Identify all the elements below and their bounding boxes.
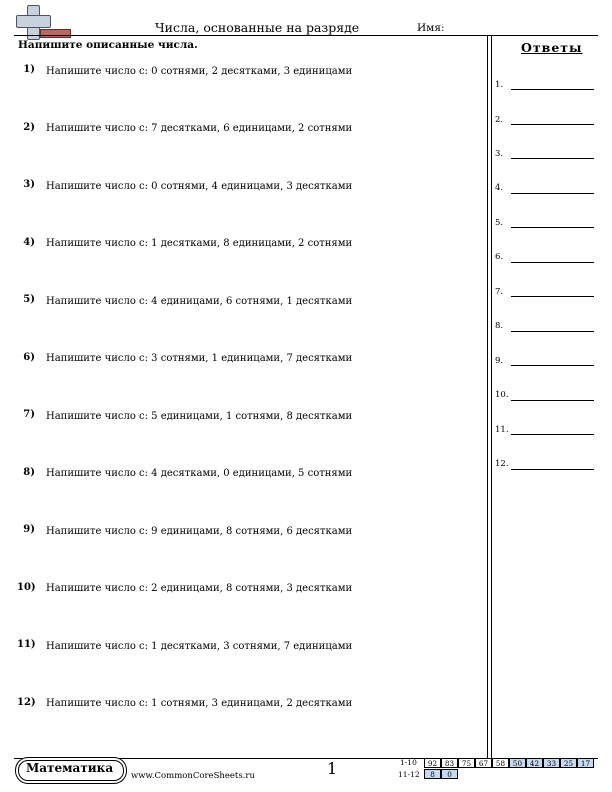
question-text: Напишите число с: 1 десятками, 3 сотнями, 7 единицами [46,641,353,652]
answer-number: 1. [495,80,504,90]
answer-number: 11. [495,425,509,435]
question-number: 7) [23,409,35,420]
score-cell: 8 [424,769,441,779]
instructions: Напишите описанные числа. [18,39,198,51]
score-cell: 33 [543,758,560,768]
score-cell: 25 [560,758,577,768]
score-cell: 83 [441,758,458,768]
worksheet-title: Числа, основанные на разряде [155,20,360,35]
score-cell: 0 [441,769,458,779]
score-cell: 17 [577,758,594,768]
score-cell: 50 [509,758,526,768]
answer-blank[interactable] [511,296,594,297]
answer-number: 10. [495,390,509,400]
answer-blank[interactable] [511,434,594,435]
answer-number: 7. [495,287,504,297]
score-cell: 75 [458,758,475,768]
score-cell: 92 [424,758,441,768]
question-number: 11) [17,639,36,650]
question-number: 12) [17,697,36,708]
score-row-label: 11-12 [398,770,420,779]
page-number: 1 [327,759,338,778]
question-number: 3) [23,179,35,190]
question-text: Напишите число с: 4 единицами, 6 сотнями, 1 десятками [46,296,353,307]
question-text: Напишите число с: 1 десятками, 8 единицами, 2 сотнями [46,238,353,249]
answer-number: 12. [495,459,509,469]
question-text: Напишите число с: 3 сотнями, 1 единицами, 7 десятками [46,353,353,364]
answer-blank[interactable] [511,262,594,263]
answer-blank[interactable] [511,469,594,470]
question-text: Напишите число с: 4 десятками, 0 единицами, 5 сотнями [46,468,353,479]
header-divider [14,35,598,36]
answers-title: Ответы [521,40,583,55]
score-cell: 42 [526,758,543,768]
answer-number: 3. [495,149,504,159]
answer-blank[interactable] [511,89,594,90]
logo-minus-icon [40,29,71,38]
answer-number: 6. [495,252,504,262]
answer-blank[interactable] [511,227,594,228]
question-text: Напишите число с: 0 сотнями, 2 десятками, 3 единицами [46,66,353,77]
question-number: 6) [23,352,35,363]
question-text: Напишите число с: 1 сотнями, 3 единицами, 2 десятками [46,698,353,709]
question-number: 9) [23,524,35,535]
score-cell: 67 [475,758,492,768]
column-divider [491,36,492,758]
question-number: 5) [23,294,35,305]
question-number: 2) [23,122,35,133]
name-label: Имя: [417,22,445,34]
answer-number: 4. [495,183,504,193]
question-number: 4) [23,237,35,248]
answer-number: 9. [495,356,504,366]
question-text: Напишите число с: 7 десятками, 6 единицами, 2 сотнями [46,123,353,134]
site-url: www.CommonCoreSheets.ru [131,771,255,781]
score-row-label: 1-10 [400,758,417,767]
brand-label: Математика [26,761,114,775]
answer-blank[interactable] [511,400,594,401]
question-number: 10) [17,582,36,593]
question-text: Напишите число с: 0 сотнями, 4 единицами, 3 десятками [46,181,353,192]
question-text: Напишите число с: 5 единицами, 1 сотнями, 8 десятками [46,411,353,422]
answer-blank[interactable] [511,193,594,194]
question-text: Напишите число с: 9 единицами, 8 сотнями, 6 десятками [46,526,353,537]
logo-plus-icon-bar [16,15,51,28]
answer-number: 2. [495,115,504,125]
answer-blank[interactable] [511,365,594,366]
question-text: Напишите число с: 2 единицами, 8 сотнями, 3 десятками [46,583,353,594]
answer-blank[interactable] [511,158,594,159]
question-number: 1) [23,64,35,75]
answer-number: 5. [495,218,504,228]
question-number: 8) [23,467,35,478]
answer-blank[interactable] [511,331,594,332]
column-divider [487,36,488,758]
answer-blank[interactable] [511,124,594,125]
score-cell: 58 [492,758,509,768]
answer-number: 8. [495,321,504,331]
